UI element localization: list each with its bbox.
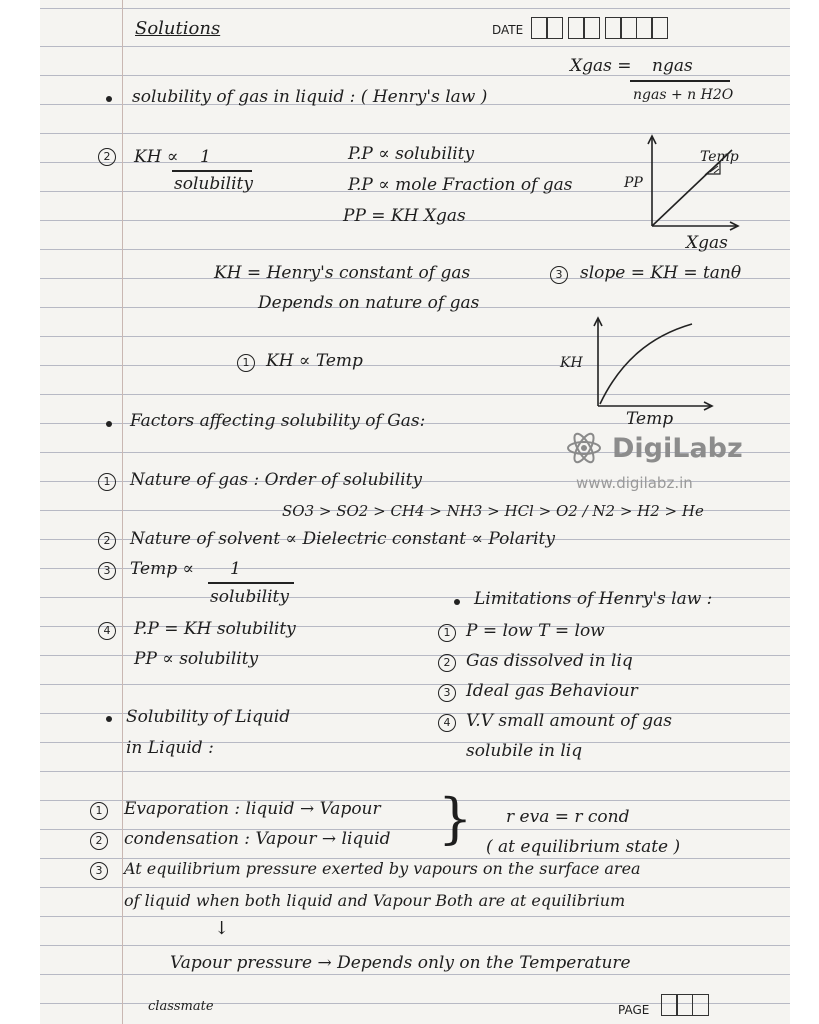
- kh-definition: KH = Henry's constant of gas: [214, 263, 471, 283]
- limitation-1: P = low T = low: [466, 621, 605, 641]
- pp-kh-solubility: P.P = KH solubility: [134, 619, 296, 639]
- bullet: [106, 716, 112, 722]
- bullet: [106, 96, 112, 102]
- pp-prop-solubility: PP ∝ solubility: [134, 649, 259, 669]
- digilabz-logo-icon: [566, 430, 602, 466]
- vapour-pressure: Vapour pressure → Depends only on the Temperature: [170, 953, 631, 973]
- temp-lhs: Temp ∝: [130, 559, 194, 579]
- number-2: 2: [98, 532, 116, 550]
- slope-formula: slope = KH = tanθ: [580, 263, 742, 283]
- number-3: 3: [98, 562, 116, 580]
- watermark: [566, 430, 602, 470]
- number-3: 3: [438, 684, 456, 702]
- liquid-heading-b: in Liquid :: [126, 738, 214, 758]
- date-boxes: [532, 17, 668, 39]
- limitation-4b: solubile in liq: [466, 741, 583, 761]
- factors-heading: Factors affecting solubility of Gas:: [130, 411, 426, 431]
- notebook-page: [40, 0, 790, 1024]
- number-3: 3: [550, 266, 568, 284]
- mole-fraction-lhs: Xgas =: [570, 56, 632, 76]
- limitation-3: Ideal gas Behaviour: [466, 681, 638, 701]
- graph-pp-y-label: PP: [624, 175, 643, 191]
- limitations-heading: Limitations of Henry's law :: [474, 589, 713, 609]
- page-number-boxes: [662, 994, 709, 1016]
- kh-curve: [600, 324, 692, 404]
- kh-inverse-lhs: KH ∝: [134, 147, 179, 167]
- number-1: 1: [98, 473, 116, 491]
- number-1: 1: [438, 624, 456, 642]
- mole-fraction-numerator: ngas: [652, 56, 693, 76]
- condensation: condensation : Vapour → liquid: [124, 829, 391, 849]
- right-brace: }: [438, 787, 473, 850]
- kh-temp: KH ∝ Temp: [266, 351, 363, 371]
- watermark-brand: DigiLabz: [612, 433, 743, 464]
- mole-fraction-denominator: ngas + n H2O: [633, 87, 734, 103]
- number-2: 2: [90, 832, 108, 850]
- watermark-url: www.digilabz.in: [576, 474, 693, 492]
- nature-of-gas: Nature of gas : Order of solubility: [130, 470, 423, 490]
- temp-numerator: 1: [230, 559, 241, 579]
- kh-depends: Depends on nature of gas: [258, 293, 480, 313]
- number-4: 4: [98, 622, 116, 640]
- kh-inverse-denominator: solubility: [174, 174, 253, 194]
- evaporation: Evaporation : liquid → Vapour: [124, 799, 381, 819]
- down-arrow: ↓: [214, 918, 230, 939]
- fraction-bar: [172, 170, 252, 172]
- liquid-heading-a: Solubility of Liquid: [126, 707, 291, 727]
- date-label: DATE: [492, 23, 524, 37]
- graph-kh-x-label: Temp: [626, 409, 674, 429]
- classmate-brand: classmate: [148, 999, 214, 1014]
- equilibrium-line-2: of liquid when both liquid and Vapour Both are at equilibrium: [124, 891, 626, 910]
- graph-pp-x-label: Xgas: [686, 233, 728, 253]
- limitation-2: Gas dissolved in liq: [466, 651, 633, 671]
- kh-vs-temp-graph: [580, 312, 720, 412]
- number-1: 1: [90, 802, 108, 820]
- page-title: Solutions: [135, 18, 221, 39]
- equilibrium-state: ( at equilibrium state ): [486, 837, 681, 857]
- margin-line: [122, 0, 123, 1024]
- number-3: 3: [90, 862, 108, 880]
- number-2: 2: [98, 148, 116, 166]
- solubility-order: SO3 > SO2 > CH4 > NH3 > HCl > O2 / N2 > H2 > He: [282, 502, 704, 520]
- number-2: 2: [438, 654, 456, 672]
- bullet: [106, 421, 112, 427]
- number-4: 4: [438, 714, 456, 732]
- limitation-4a: V.V small amount of gas: [466, 711, 672, 731]
- pp-mole-fraction: P.P ∝ mole Fraction of gas: [348, 175, 573, 195]
- temp-denominator: solubility: [210, 587, 289, 607]
- fraction-bar: [630, 80, 730, 82]
- bullet: [454, 599, 460, 605]
- number-1: 1: [237, 354, 255, 372]
- pp-formula: PP = KH Xgas: [343, 206, 466, 226]
- kh-inverse-numerator: 1: [200, 147, 211, 167]
- henry-law-heading: solubility of gas in liquid : ( Henry's law ): [132, 87, 488, 107]
- graph-kh-y-label: KH: [560, 355, 583, 371]
- graph-pp-title: Temp: [700, 149, 739, 165]
- nature-of-solvent: Nature of solvent ∝ Dielectric constant ∝ Polarity: [130, 529, 555, 549]
- pp-solubility: P.P ∝ solubility: [348, 144, 475, 164]
- rate-equal: r eva = r cond: [506, 807, 630, 827]
- page-label: PAGE: [618, 1003, 650, 1017]
- equilibrium-line-1: At equilibrium pressure exerted by vapours on the surface area: [124, 859, 641, 878]
- fraction-bar: [208, 582, 294, 584]
